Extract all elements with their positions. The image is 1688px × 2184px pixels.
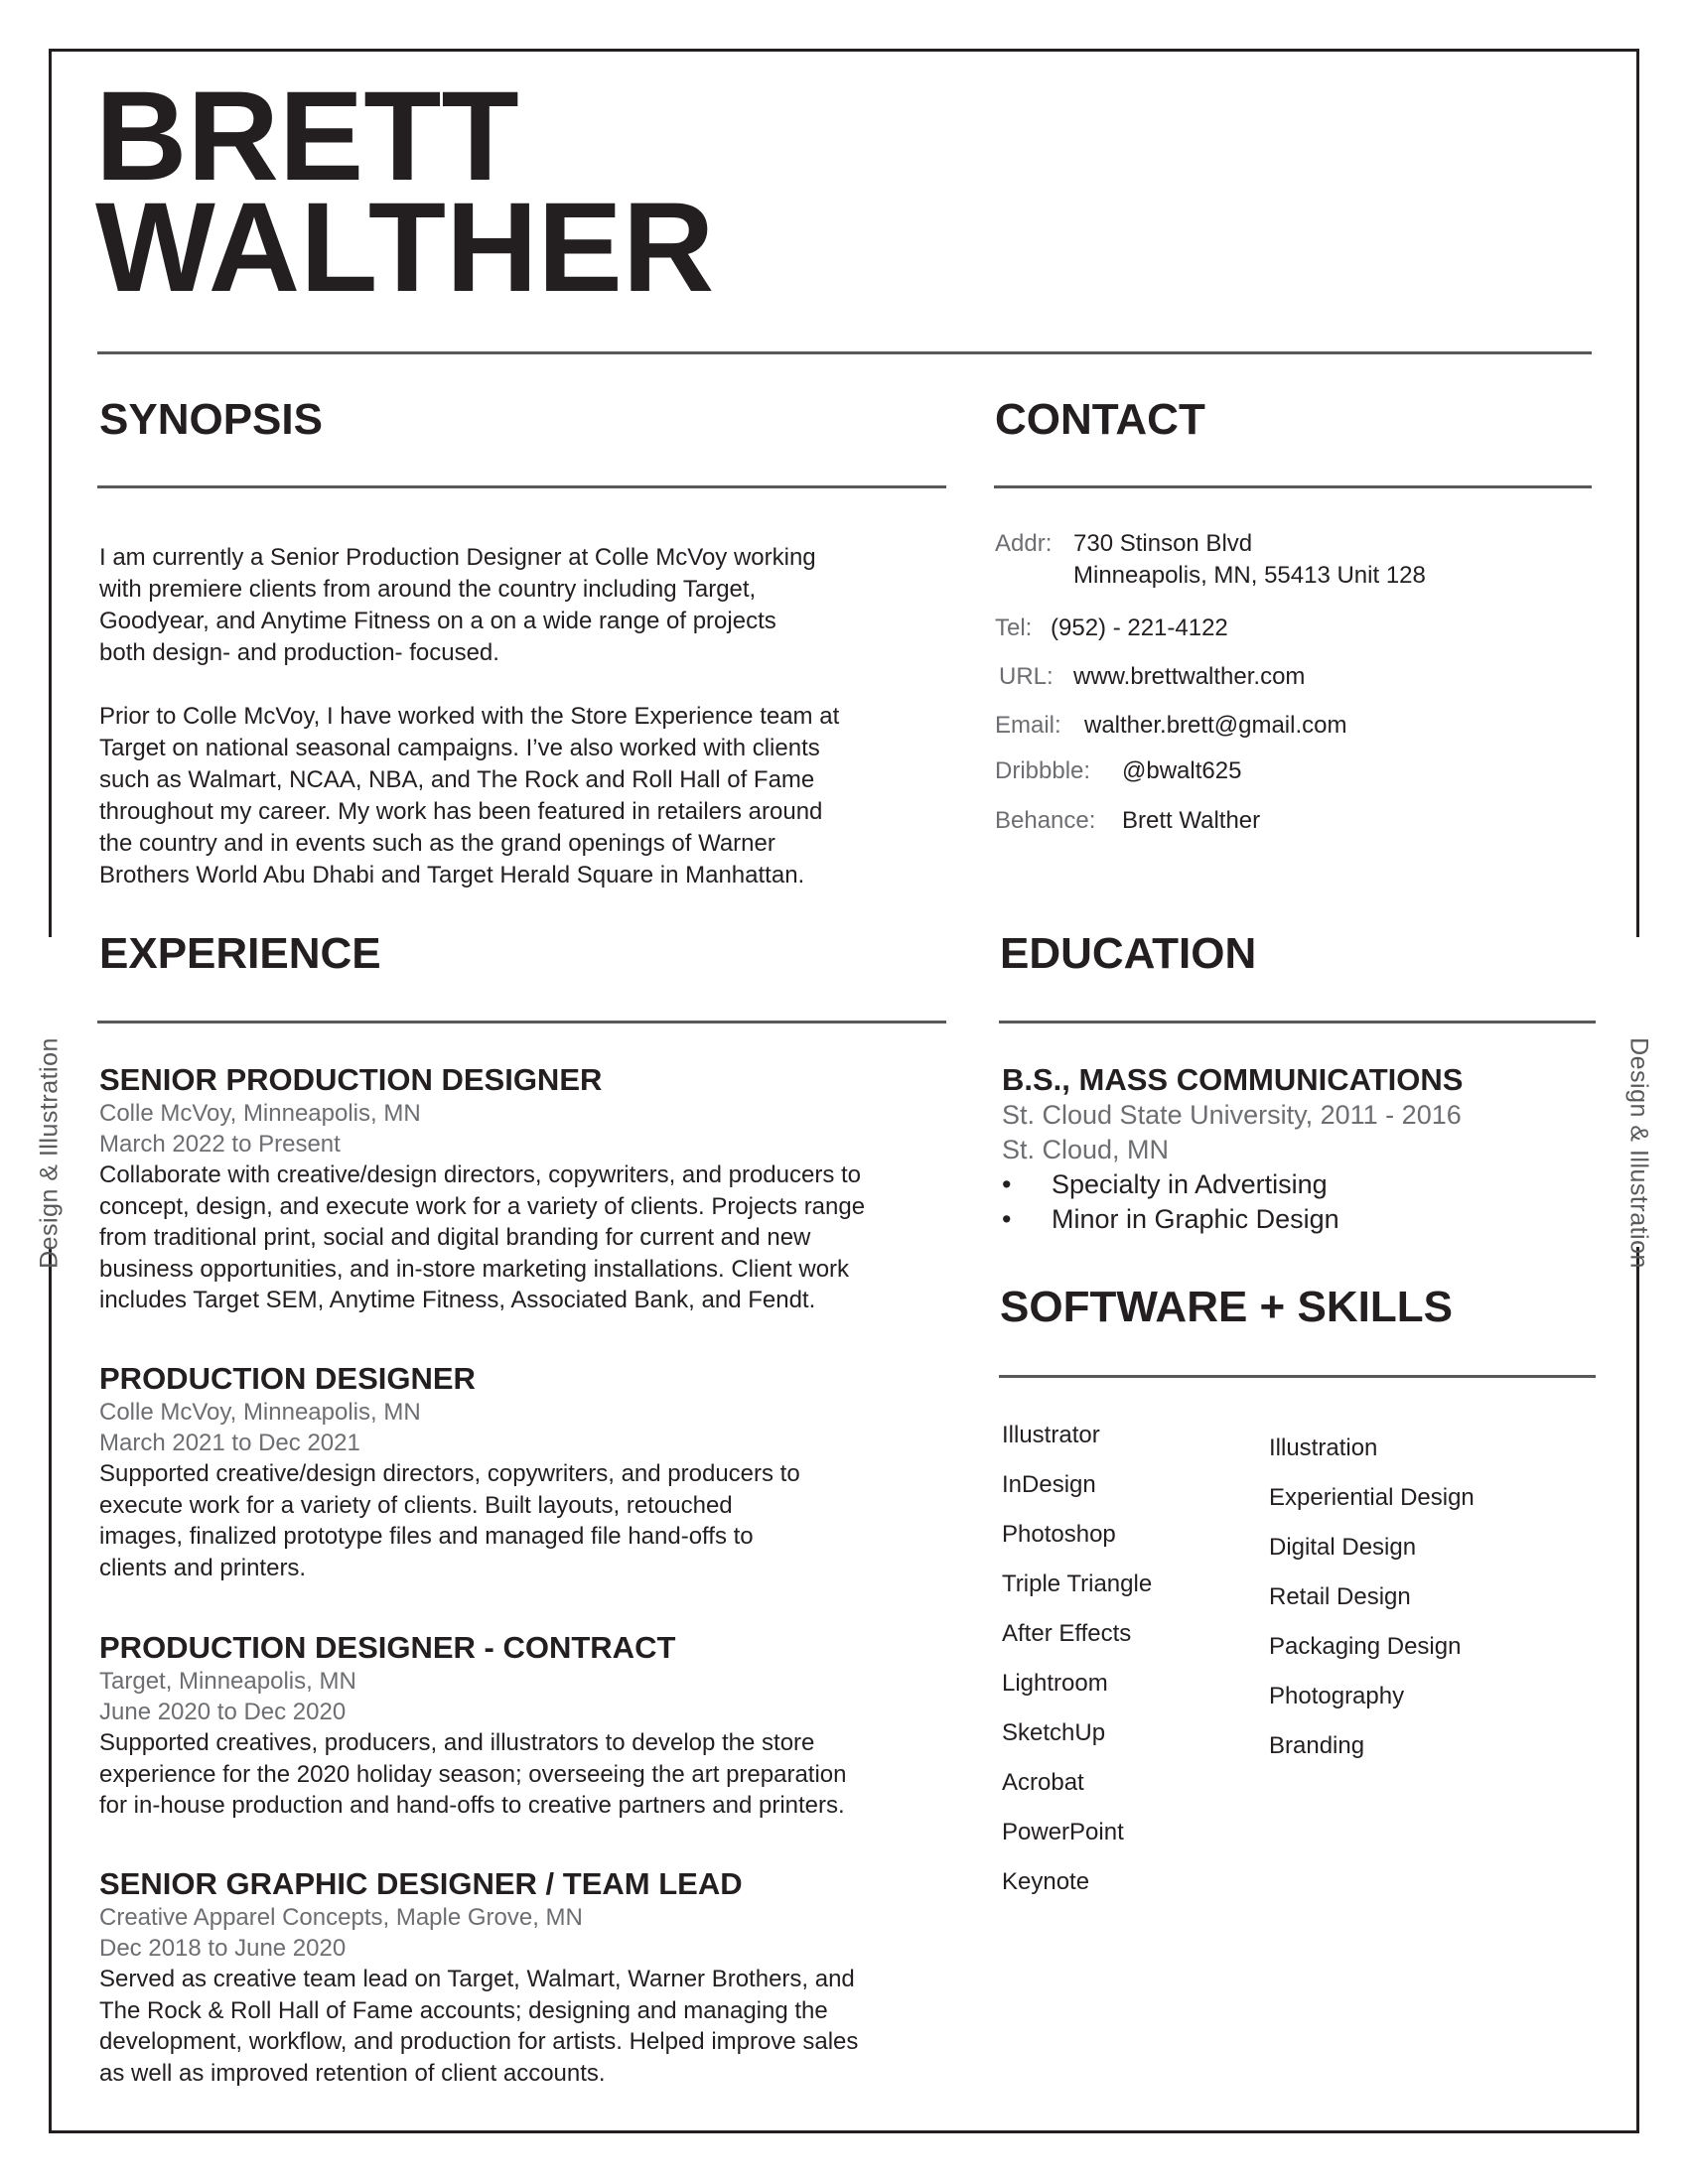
- skill-item: Illustration: [1269, 1434, 1378, 1461]
- job-company: Target, Minneapolis, MN: [99, 1668, 356, 1695]
- email-link[interactable]: walther.brett@gmail.com: [1084, 712, 1347, 739]
- education-heading: EDUCATION: [1000, 929, 1257, 978]
- education-entry: [1002, 1062, 1463, 1237]
- job-description: [99, 1160, 953, 1316]
- job-description-line: experience for the 2020 holiday season; overseeing the art preparation: [99, 1760, 847, 1788]
- contact-email-row: [995, 710, 1061, 742]
- job-dates: March 2022 to Present: [99, 1131, 341, 1158]
- address-line-2: Minneapolis, MN, 55413 Unit 128: [1073, 562, 1426, 589]
- job-entry: [99, 1361, 953, 1583]
- job-title: SENIOR PRODUCTION DESIGNER: [99, 1062, 603, 1097]
- behance-label: Behance:: [995, 807, 1096, 834]
- software-item: Triple Triangle: [1002, 1570, 1153, 1597]
- synopsis-line: the country and in events such as the grand openings of Warner: [99, 830, 775, 857]
- frame-right-border-lower: [1636, 1247, 1639, 2133]
- job-description-line: for in-house production and hand-offs to creative partners and printers.: [99, 1792, 845, 1819]
- behance-link[interactable]: Brett Walther: [1122, 807, 1261, 834]
- job-company: Creative Apparel Concepts, Maple Grove, MN: [99, 1904, 583, 1931]
- frame-left-border-lower: [49, 1247, 52, 2133]
- dribbble-label: Dribbble:: [995, 757, 1091, 784]
- synopsis-line: with premiere clients from around the country including Target,: [99, 576, 757, 603]
- job-description-line: Supported creatives, producers, and illustrators to develop the store: [99, 1729, 815, 1756]
- bullet-text: Specialty in Advertising: [1052, 1169, 1328, 1199]
- url-label: URL:: [999, 663, 1054, 690]
- synopsis-line: Prior to Colle McVoy, I have worked with the Store Experience team at: [99, 703, 840, 730]
- url-link[interactable]: www.brettwalther.com: [1073, 663, 1306, 690]
- synopsis-line: Goodyear, and Anytime Fitness on a on a wide range of projects: [99, 608, 776, 634]
- synopsis-paragraph: [99, 542, 953, 669]
- software-item: Photoshop: [1002, 1521, 1116, 1548]
- synopsis-divider: [97, 485, 946, 488]
- school-location: St. Cloud, MN: [1002, 1135, 1170, 1164]
- contact-behance-row: [995, 805, 1095, 837]
- synopsis-heading: SYNOPSIS: [99, 395, 323, 444]
- synopsis-paragraph: [99, 701, 953, 891]
- software-item: Keynote: [1002, 1868, 1090, 1895]
- contact-divider: [994, 485, 1592, 488]
- job-description-line: development, workflow, and production for artists. Helped improve sales: [99, 2028, 859, 2055]
- software-item: After Effects: [1002, 1620, 1132, 1647]
- software-item: Lightroom: [1002, 1670, 1108, 1697]
- job-entry: [99, 1866, 953, 2089]
- contact-address-row: [995, 528, 1052, 560]
- email-label: Email:: [995, 712, 1061, 739]
- job-company: Colle McVoy, Minneapolis, MN: [99, 1399, 421, 1426]
- last-name: WALTHER: [95, 177, 715, 319]
- frame-top-border: [49, 49, 1639, 52]
- address-line-1: 730 Stinson Blvd: [1073, 530, 1253, 557]
- job-description-line: from traditional print, social and digital branding for current and new: [99, 1224, 811, 1251]
- education-bullets: [1002, 1167, 1463, 1237]
- bullet-dot: •: [1002, 1169, 1012, 1199]
- education-bullet-item: [1002, 1167, 1463, 1202]
- frame-left-border-upper: [49, 49, 52, 937]
- synopsis-line: throughout my career. My work has been featured in retailers around: [99, 798, 823, 825]
- job-entry: [99, 1062, 953, 1316]
- job-description-line: Supported creative/design directors, copywriters, and producers to: [99, 1460, 800, 1487]
- skills-heading: SOFTWARE + SKILLS: [1000, 1283, 1453, 1331]
- frame-bottom-border: [49, 2130, 1639, 2133]
- skill-item: Packaging Design: [1269, 1633, 1462, 1660]
- job-description-line: images, finalized prototype files and managed file hand-offs to: [99, 1523, 754, 1550]
- job-description-line: concept, design, and execute work for a variety of clients. Projects range: [99, 1192, 866, 1220]
- job-description-line: business opportunities, and in-store marketing installations. Client work: [99, 1255, 850, 1283]
- software-item: PowerPoint: [1002, 1819, 1124, 1845]
- skill-item: Photography: [1269, 1683, 1405, 1709]
- synopsis-line: Brothers World Abu Dhabi and Target Herald Square in Manhattan.: [99, 862, 805, 888]
- job-entry: [99, 1630, 953, 1822]
- synopsis-text: [99, 542, 953, 891]
- software-item: InDesign: [1002, 1471, 1096, 1498]
- job-title: PRODUCTION DESIGNER - CONTRACT: [99, 1630, 676, 1665]
- degree-title: B.S., MASS COMMUNICATIONS: [1002, 1062, 1464, 1097]
- synopsis-line: Target on national seasonal campaigns. I’ve also worked with clients: [99, 735, 820, 761]
- experience-divider: [97, 1021, 946, 1024]
- skills-list: [1269, 1424, 1475, 1771]
- tel-value: (952) - 221-4122: [1051, 614, 1228, 641]
- contact-tel-row: [995, 613, 1032, 644]
- address-label: Addr:: [995, 530, 1053, 557]
- name-divider: [97, 351, 1592, 354]
- job-dates: June 2020 to Dec 2020: [99, 1699, 347, 1725]
- dribbble-link[interactable]: @bwalt625: [1122, 757, 1242, 784]
- job-dates: Dec 2018 to June 2020: [99, 1935, 347, 1962]
- job-description-line: execute work for a variety of clients. Built layouts, retouched: [99, 1491, 733, 1519]
- skill-item: Experiential Design: [1269, 1484, 1475, 1511]
- job-description-line: Collaborate with creative/design directors, copywriters, and producers to: [99, 1161, 862, 1188]
- job-description-line: Served as creative team lead on Target, Walmart, Warner Brothers, and: [99, 1966, 855, 1992]
- bullet-text: Minor in Graphic Design: [1052, 1204, 1339, 1234]
- contact-dribbble-row: [995, 755, 1090, 787]
- job-description: [99, 1727, 953, 1822]
- tel-label: Tel:: [995, 614, 1033, 641]
- side-tag-left: Design & Illustration: [35, 1037, 64, 1269]
- software-item: Illustrator: [1002, 1422, 1100, 1448]
- first-name: BRETT: [95, 66, 519, 207]
- job-description-line: includes Target SEM, Anytime Fitness, Associated Bank, and Fendt.: [99, 1287, 816, 1313]
- education-bullet-item: [1002, 1202, 1463, 1237]
- side-tag-right: Design & Illustration: [1624, 1037, 1653, 1269]
- job-dates: March 2021 to Dec 2021: [99, 1430, 360, 1456]
- synopsis-line: both design- and production- focused.: [99, 639, 499, 666]
- software-list: [1002, 1411, 1152, 1907]
- job-description-line: The Rock & Roll Hall of Fame accounts; designing and managing the: [99, 1996, 828, 2024]
- bullet-dot: •: [1002, 1204, 1012, 1234]
- contact-url-row: [999, 661, 1054, 693]
- job-company: Colle McVoy, Minneapolis, MN: [99, 1100, 421, 1127]
- school-name: St. Cloud State University, 2011 - 2016: [1002, 1100, 1462, 1130]
- education-divider: [999, 1021, 1596, 1024]
- software-item: Acrobat: [1002, 1769, 1084, 1796]
- frame-right-border-upper: [1636, 49, 1639, 937]
- software-item: SketchUp: [1002, 1719, 1106, 1746]
- job-description: [99, 1964, 953, 2089]
- skill-item: Retail Design: [1269, 1583, 1411, 1610]
- skills-divider: [999, 1375, 1596, 1378]
- skill-item: Digital Design: [1269, 1534, 1417, 1561]
- job-title: PRODUCTION DESIGNER: [99, 1361, 476, 1396]
- job-description-line: clients and printers.: [99, 1554, 307, 1581]
- job-description-line: as well as improved retention of client accounts.: [99, 2059, 606, 2087]
- skill-item: Branding: [1269, 1732, 1365, 1759]
- job-description: [99, 1458, 953, 1583]
- synopsis-line: such as Walmart, NCAA, NBA, and The Rock and Roll Hall of Fame: [99, 766, 815, 793]
- contact-heading: CONTACT: [995, 395, 1205, 444]
- job-title: SENIOR GRAPHIC DESIGNER / TEAM LEAD: [99, 1866, 743, 1901]
- name-block: [95, 66, 715, 319]
- synopsis-line: I am currently a Senior Production Designer at Colle McVoy working: [99, 544, 816, 571]
- experience-heading: EXPERIENCE: [99, 929, 381, 978]
